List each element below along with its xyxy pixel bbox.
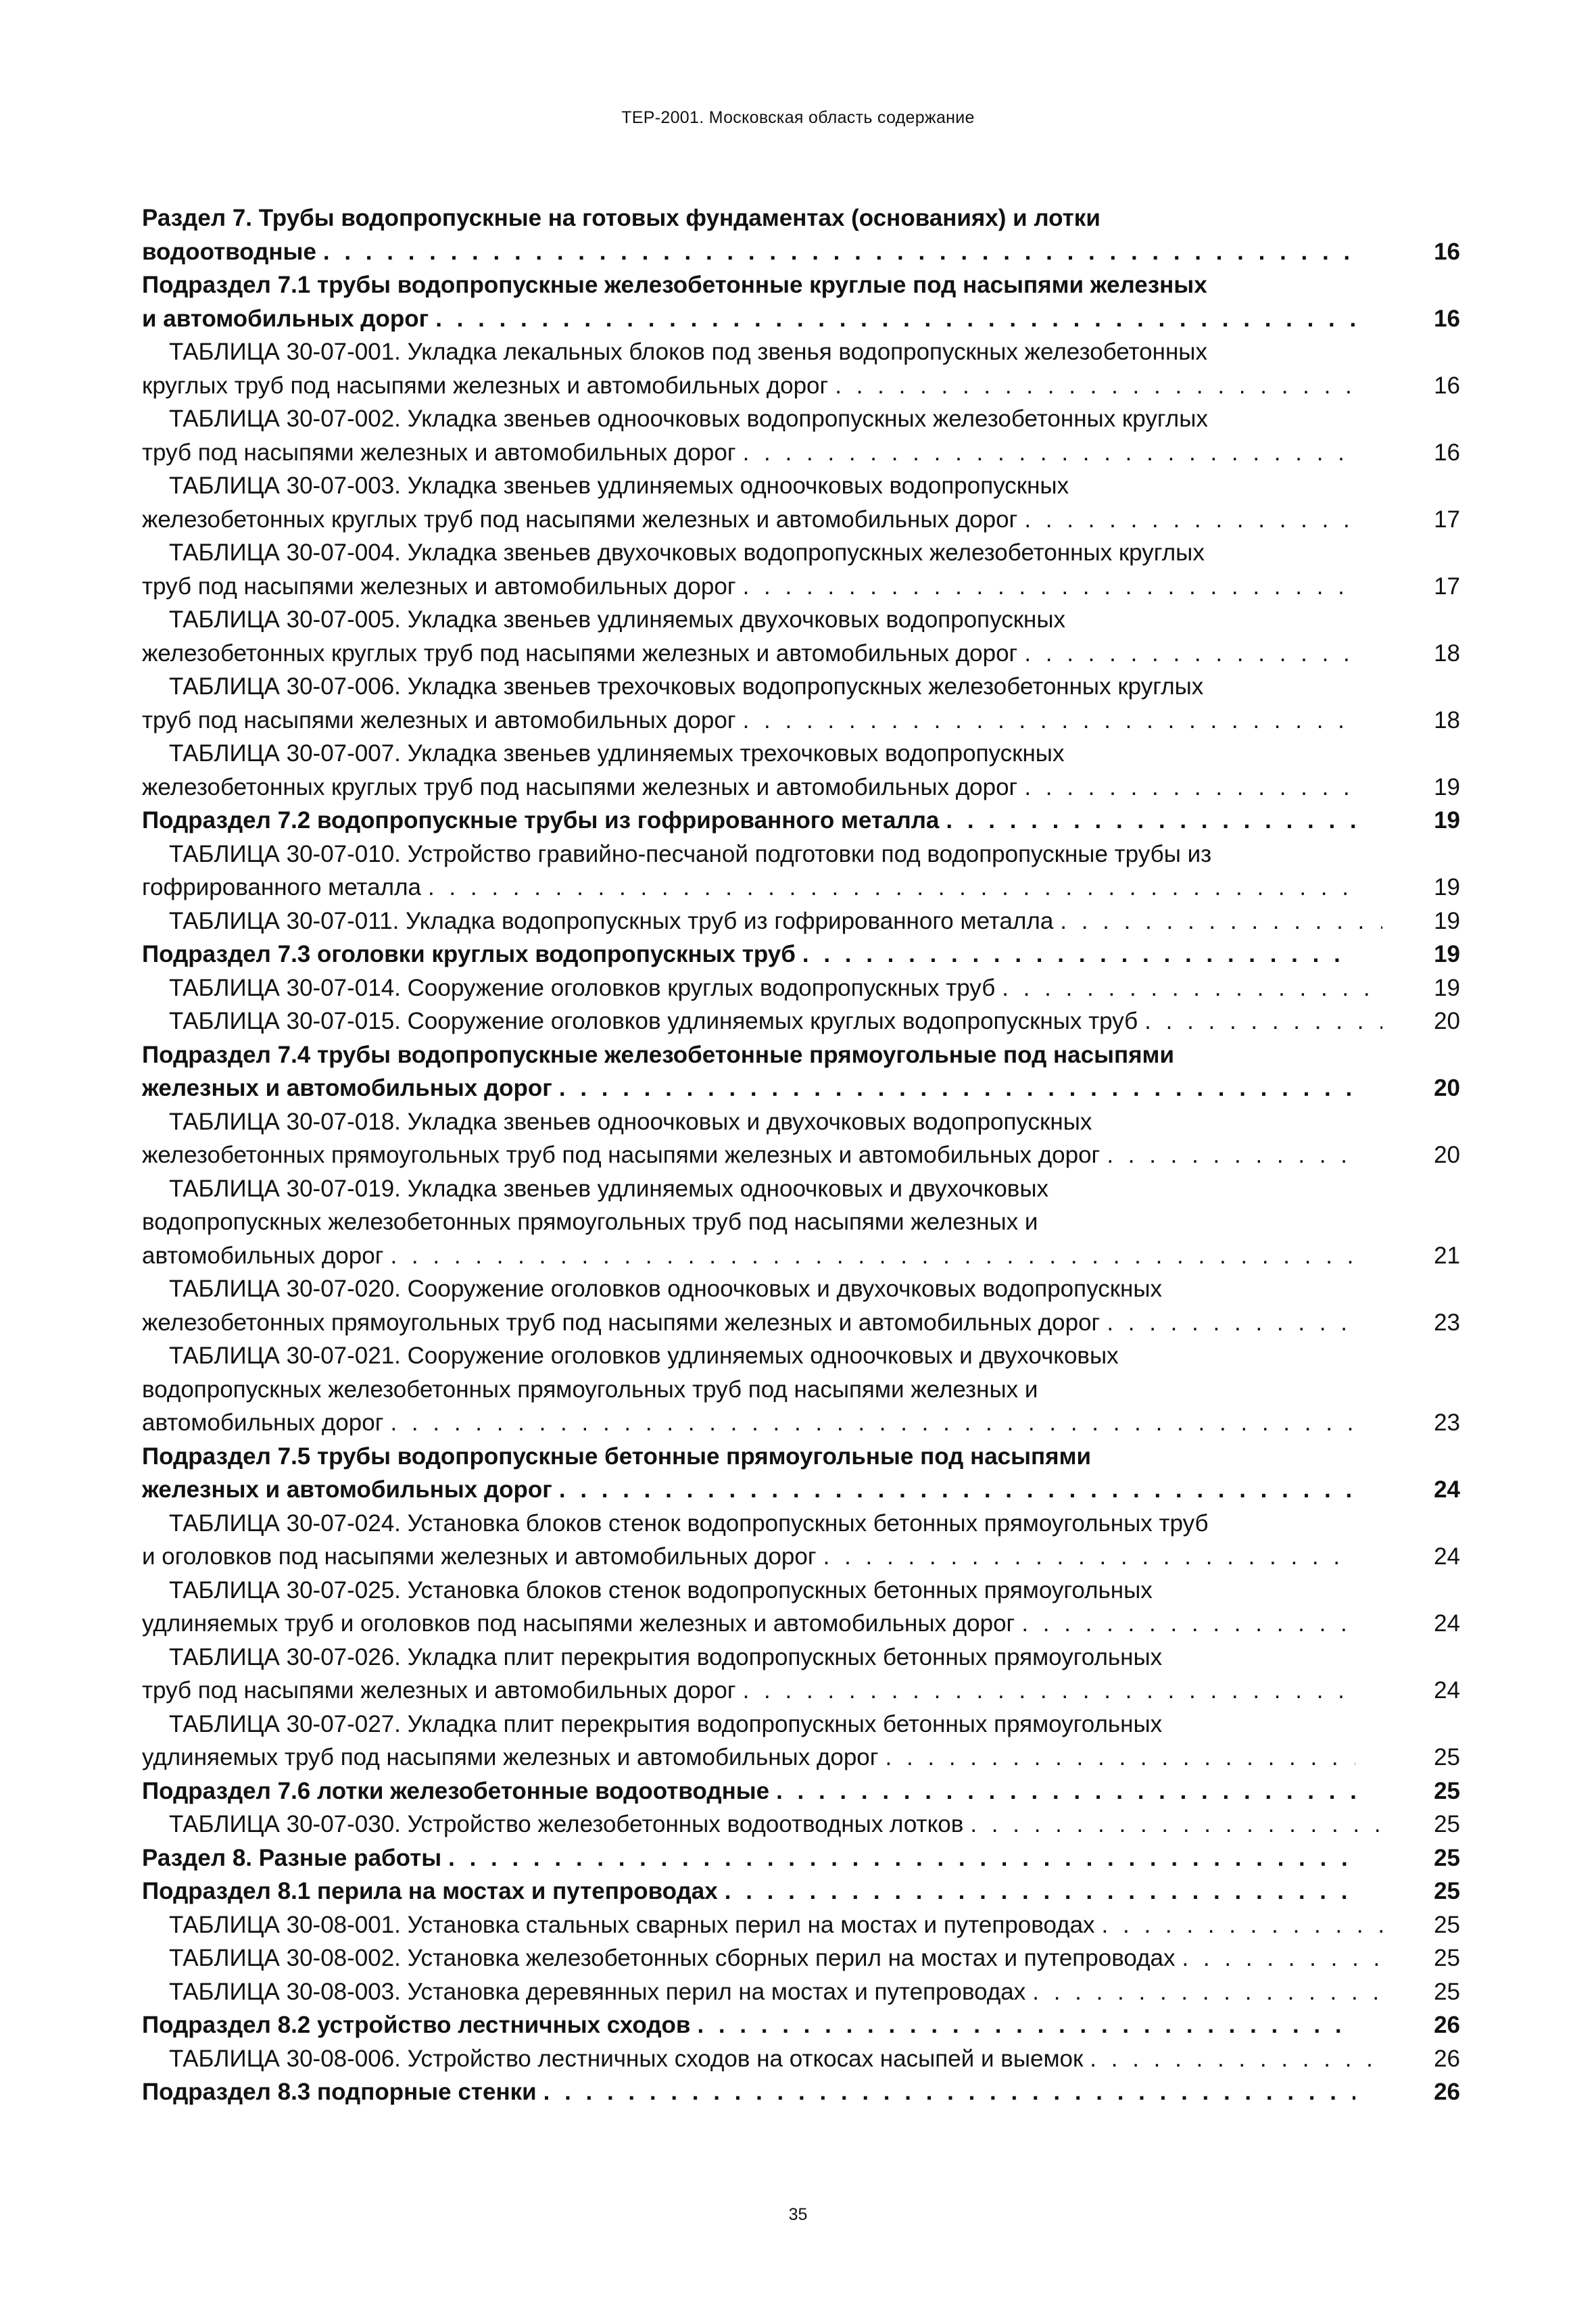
toc-entry-text: ТАБЛИЦА 30-07-019. Укладка звеньев удлиняемых одноочковых и двухочковых: [169, 1175, 1049, 1202]
toc-entry-text: ТАБЛИЦА 30-07-005. Укладка звеньев удлиняемых двухочковых водопропускных: [169, 606, 1066, 633]
toc-entry-text: водоотводные: [142, 238, 316, 265]
toc-entry-line: [142, 201, 1355, 235]
page-number-footer: 35: [788, 2205, 808, 2224]
toc-table-entry: [142, 1941, 1460, 1975]
toc-entry-text: удлиняемых труб под насыпями железных и автомобильных дорог: [142, 1744, 879, 1770]
toc-entry-line: [142, 1941, 1382, 1975]
toc-entry-text: водопропускных железобетонных прямоугольных труб под насыпями железных и: [142, 1376, 1038, 1403]
toc-entry-text: железобетонных прямоугольных труб под насыпями железных и автомобильных дорог: [142, 1309, 1101, 1336]
toc-entry-text: ТАБЛИЦА 30-07-014. Сооружение оголовков круглых водопропускных труб: [169, 974, 996, 1001]
toc-entry-line: [142, 1138, 1355, 1172]
toc-page-number: 26: [1434, 2012, 1460, 2038]
toc-page-number: 20: [1434, 1142, 1460, 1168]
dot-leader: [1015, 1607, 1355, 1641]
toc-entry-text: ТАБЛИЦА 30-08-002. Установка железобетонных сборных перил на мостах и путепроводах: [169, 1945, 1176, 1971]
toc-entry-line: [142, 1875, 1355, 1908]
toc-entry-text: ТАБЛИЦА 30-07-002. Укладка звеньев одноочковых водопропускных железобетонных круглых: [169, 406, 1208, 432]
toc-entry-text: ТАБЛИЦА 30-07-020. Сооружение оголовков одноочковых и двухочковых водопропускных: [169, 1276, 1162, 1302]
dot-leader: [690, 2008, 1355, 2042]
toc-entry-text: водопропускных железобетонных прямоугольных труб под насыпями железных и: [142, 1209, 1038, 1235]
toc-page-number: 21: [1434, 1242, 1460, 1269]
toc-entry-line: [142, 302, 1355, 336]
toc-table-entry: [142, 469, 1460, 536]
toc-section-entry: [142, 1038, 1460, 1105]
toc-entry-text: Подраздел 7.2 водопропускные трубы из гофрированного металла: [142, 807, 940, 834]
dot-leader: [736, 704, 1355, 738]
toc-entry-line: [142, 603, 1382, 637]
toc-entry-line: [142, 1373, 1355, 1407]
toc-page-number: 25: [1434, 1744, 1460, 1770]
toc-entry-text: автомобильных дорог: [142, 1242, 384, 1269]
toc-entry-line: [142, 1908, 1382, 1942]
toc-entry-text: железных и автомобильных дорог: [142, 1476, 552, 1503]
dot-leader: [1175, 1941, 1382, 1975]
toc-entry-text: гофрированного металла: [142, 874, 421, 900]
dot-leader: [963, 1808, 1382, 1841]
toc-entry-line: [142, 1071, 1355, 1105]
toc-table-entry: [142, 904, 1460, 938]
toc-section-entry: [142, 268, 1460, 335]
toc-entry-line: [142, 2075, 1355, 2109]
toc-page-number: 23: [1434, 1409, 1460, 1436]
dot-leader: [769, 1775, 1355, 1808]
toc-entry-text: ТАБЛИЦА 30-07-001. Укладка лекальных блоков под звенья водопропускных железобетонных: [169, 339, 1207, 365]
toc-table-entry: [142, 1975, 1460, 2009]
dot-leader: [1083, 2042, 1382, 2076]
page-header: ТЕР-2001. Московская область содержание: [621, 108, 975, 127]
toc-entry-text: ТАБЛИЦА 30-07-006. Укладка звеньев трехочковых водопропускных железобетонных круглых: [169, 673, 1204, 700]
toc-entry-line: [142, 904, 1382, 938]
toc-entry-line: [142, 1641, 1382, 1674]
toc-entry-line: [142, 737, 1382, 771]
toc-page-number: 25: [1434, 1911, 1460, 1938]
toc-entry-line: [142, 771, 1355, 804]
toc-entry-line: [142, 1473, 1355, 1507]
toc-page-number: 19: [1434, 941, 1460, 967]
toc-entry-text: ТАБЛИЦА 30-07-015. Сооружение оголовков удлиняемых круглых водопропускных труб: [169, 1008, 1138, 1034]
toc-entry-text: Подраздел 8.1 перила на мостах и путепроводах: [142, 1878, 718, 1904]
toc-entry-text: автомобильных дорог: [142, 1409, 384, 1436]
toc-table-entry: [142, 1339, 1460, 1440]
dot-leader: [1095, 1908, 1382, 1942]
toc-table-entry: [142, 737, 1460, 804]
toc-page-number: 16: [1434, 238, 1460, 265]
toc-entry-text: Раздел 8. Разные работы: [142, 1844, 442, 1871]
toc-entry-text: ТАБЛИЦА 30-07-018. Укладка звеньев одноочковых и двухочковых водопропускных: [169, 1108, 1092, 1135]
toc-page-number: 20: [1434, 1008, 1460, 1034]
toc-page-number: 16: [1434, 439, 1460, 466]
toc-entry-text: ТАБЛИЦА 30-07-021. Сооружение оголовков удлиняемых одноочковых и двухочковых: [169, 1343, 1119, 1369]
dot-leader: [718, 1875, 1355, 1908]
toc-section-entry: [142, 1775, 1460, 1808]
dot-leader: [429, 302, 1355, 336]
toc-page-number: 16: [1434, 372, 1460, 399]
toc-entry-line: [142, 1239, 1355, 1273]
toc-page-number: 18: [1434, 706, 1460, 733]
toc-entry-line: [142, 570, 1355, 604]
toc-entry-text: ТАБЛИЦА 30-07-024. Установка блоков стенок водопропускных бетонных прямоугольных труб: [169, 1510, 1209, 1537]
toc-entry-text: труб под насыпями железных и автомобильных дорог: [142, 573, 736, 600]
toc-entry-line: [142, 1808, 1382, 1841]
toc-page-number: 19: [1434, 773, 1460, 800]
toc-entry-text: труб под насыпями железных и автомобильных дорог: [142, 1677, 736, 1704]
toc-entry-line: [142, 1205, 1355, 1239]
toc-page-number: 23: [1434, 1309, 1460, 1336]
toc-entry-text: Раздел 7. Трубы водопропускные на готовых фундаментах (основаниях) и лотки: [142, 205, 1101, 231]
toc-section-entry: [142, 2008, 1460, 2042]
toc-page-number: 24: [1434, 1543, 1460, 1570]
dot-leader: [383, 1406, 1355, 1440]
toc-entry-text: железобетонных круглых труб под насыпями железных и автомобильных дорог: [142, 773, 1018, 800]
toc-table-entry: [142, 603, 1460, 670]
toc-entry-line: [142, 1708, 1382, 1741]
dot-leader: [441, 1841, 1355, 1875]
dot-leader: [1025, 1975, 1382, 2009]
toc-entry-line: [142, 1406, 1355, 1440]
dot-leader: [537, 2075, 1355, 2109]
toc-entry-line: [142, 1105, 1382, 1139]
toc-entry-text: Подраздел 7.4 трубы водопропускные железобетонные прямоугольные под насыпями: [142, 1041, 1174, 1068]
toc-table-entry: [142, 1005, 1460, 1038]
toc-section-entry: [142, 1841, 1460, 1875]
toc-entry-line: [142, 670, 1382, 704]
toc-entry-line: [142, 871, 1355, 904]
toc-entry-line: [142, 1005, 1382, 1038]
toc-table-entry: [142, 1908, 1460, 1942]
toc-entry-line: [142, 1507, 1382, 1541]
toc-entry-text: ТАБЛИЦА 30-07-007. Укладка звеньев удлиняемых трехочковых водопропускных: [169, 740, 1065, 767]
dot-leader: [939, 804, 1355, 838]
dot-leader: [1100, 1306, 1355, 1340]
dot-leader: [1053, 904, 1382, 938]
toc-entry-text: ТАБЛИЦА 30-07-011. Укладка водопропускных труб из гофрированного металла: [169, 907, 1054, 934]
toc-entry-line: [142, 369, 1355, 403]
toc-entry-line: [142, 2042, 1382, 2076]
toc-entry-line: [142, 469, 1382, 503]
toc-entry-line: [142, 838, 1382, 871]
toc-entry-line: [142, 938, 1355, 971]
table-of-contents: [142, 201, 1460, 2109]
toc-entry-text: Подраздел 7.1 трубы водопропускные железобетонные круглые под насыпями железных: [142, 272, 1207, 298]
toc-entry-line: [142, 1172, 1382, 1206]
toc-entry-line: [142, 1306, 1355, 1340]
dot-leader: [421, 871, 1355, 904]
toc-table-entry: [142, 2042, 1460, 2076]
toc-entry-text: ТАБЛИЦА 30-07-003. Укладка звеньев удлиняемых одноочковых водопропускных: [169, 473, 1069, 499]
dot-leader: [736, 1674, 1355, 1708]
toc-entry-line: [142, 2008, 1355, 2042]
toc-entry-line: [142, 335, 1382, 369]
toc-page-number: 24: [1434, 1677, 1460, 1704]
toc-page-number: 24: [1434, 1476, 1460, 1503]
toc-table-entry: [142, 1272, 1460, 1339]
toc-entry-text: Подраздел 7.3 оголовки круглых водопропускных труб: [142, 941, 796, 967]
toc-table-entry: [142, 1105, 1460, 1172]
dot-leader: [1017, 771, 1355, 804]
toc-entry-text: ТАБЛИЦА 30-07-027. Укладка плит перекрытия водопропускных бетонных прямоугольных: [169, 1710, 1163, 1737]
dot-leader: [383, 1239, 1355, 1273]
toc-page-number: 25: [1434, 1878, 1460, 1904]
dot-leader: [1100, 1138, 1355, 1172]
toc-entry-text: железобетонных прямоугольных труб под насыпями железных и автомобильных дорог: [142, 1142, 1101, 1168]
toc-entry-line: [142, 503, 1355, 537]
toc-section-entry: [142, 938, 1460, 971]
toc-entry-line: [142, 235, 1355, 269]
dot-leader: [879, 1741, 1355, 1775]
toc-entry-text: Подраздел 7.5 трубы водопропускные бетонные прямоугольные под насыпями: [142, 1443, 1091, 1470]
toc-entry-line: [142, 1272, 1382, 1306]
toc-table-entry: [142, 670, 1460, 737]
toc-page-number: 19: [1434, 874, 1460, 900]
toc-entry-line: [142, 1841, 1355, 1875]
toc-page-number: 17: [1434, 506, 1460, 533]
dot-leader: [1138, 1005, 1382, 1038]
toc-entry-line: [142, 1674, 1355, 1708]
dot-leader: [552, 1071, 1355, 1105]
toc-page-number: 26: [1434, 2079, 1460, 2105]
dot-leader: [796, 938, 1355, 971]
toc-entry-text: ТАБЛИЦА 30-07-030. Устройство железобетонных водоотводных лотков: [169, 1811, 964, 1837]
toc-entry-line: [142, 804, 1355, 838]
toc-entry-line: [142, 1540, 1355, 1574]
toc-table-entry: [142, 1574, 1460, 1641]
toc-section-entry: [142, 2075, 1460, 2109]
toc-entry-line: [142, 536, 1382, 570]
dot-leader: [1017, 503, 1355, 537]
toc-entry-text: ТАБЛИЦА 30-07-025. Установка блоков стенок водопропускных бетонных прямоугольных: [169, 1576, 1153, 1603]
toc-entry-text: железобетонных круглых труб под насыпями железных и автомобильных дорог: [142, 506, 1018, 533]
toc-entry-line: [142, 1038, 1355, 1072]
toc-page-number: 25: [1434, 1945, 1460, 1971]
dot-leader: [817, 1540, 1355, 1574]
toc-page-number: 25: [1434, 1844, 1460, 1871]
toc-table-entry: [142, 536, 1460, 603]
toc-entry-text: ТАБЛИЦА 30-07-010. Устройство гравийно-песчаной подготовки под водопропускные трубы из: [169, 840, 1212, 867]
dot-leader: [995, 971, 1382, 1005]
toc-section-entry: [142, 1875, 1460, 1908]
toc-section-entry: [142, 1440, 1460, 1507]
toc-page-number: 25: [1434, 1811, 1460, 1837]
toc-entry-text: труб под насыпями железных и автомобильных дорог: [142, 439, 736, 466]
toc-table-entry: [142, 335, 1460, 402]
toc-table-entry: [142, 1507, 1460, 1574]
toc-entry-line: [142, 637, 1355, 671]
toc-entry-text: круглых труб под насыпями железных и автомобильных дорог: [142, 372, 829, 399]
toc-table-entry: [142, 1172, 1460, 1273]
toc-entry-line: [142, 1339, 1382, 1373]
toc-entry-text: ТАБЛИЦА 30-08-001. Установка стальных сварных перил на мостах и путепроводах: [169, 1911, 1095, 1938]
toc-page-number: 24: [1434, 1610, 1460, 1637]
toc-entry-line: [142, 1975, 1382, 2009]
dot-leader: [736, 436, 1355, 470]
toc-entry-text: ТАБЛИЦА 30-08-006. Устройство лестничных сходов на откосах насыпей и выемок: [169, 2045, 1084, 2072]
dot-leader: [1017, 637, 1355, 671]
toc-entry-text: железобетонных круглых труб под насыпями железных и автомобильных дорог: [142, 640, 1018, 667]
toc-entry-line: [142, 1775, 1355, 1808]
toc-entry-text: Подраздел 7.6 лотки железобетонные водоотводные: [142, 1777, 770, 1804]
toc-entry-text: Подраздел 8.2 устройство лестничных сходов: [142, 2012, 691, 2038]
toc-entry-line: [142, 402, 1382, 436]
toc-entry-text: ТАБЛИЦА 30-07-004. Укладка звеньев двухочковых водопропускных железобетонных круглых: [169, 539, 1205, 566]
toc-page-number: 25: [1434, 1978, 1460, 2005]
toc-entry-line: [142, 1741, 1355, 1775]
toc-table-entry: [142, 838, 1460, 904]
toc-table-entry: [142, 971, 1460, 1005]
toc-entry-text: ТАБЛИЦА 30-07-026. Укладка плит перекрытия водопропускных бетонных прямоугольных: [169, 1643, 1163, 1670]
toc-entry-line: [142, 971, 1382, 1005]
toc-entry-text: железных и автомобильных дорог: [142, 1075, 552, 1101]
toc-page-number: 18: [1434, 640, 1460, 667]
toc-page-number: 19: [1434, 907, 1460, 934]
toc-page-number: 19: [1434, 807, 1460, 834]
toc-entry-text: Подраздел 8.3 подпорные стенки: [142, 2079, 537, 2105]
toc-section-entry: [142, 201, 1460, 268]
toc-entry-line: [142, 704, 1355, 738]
toc-entry-text: и автомобильных дорог: [142, 305, 429, 332]
dot-leader: [736, 570, 1355, 604]
dot-leader: [828, 369, 1355, 403]
toc-page-number: 17: [1434, 573, 1460, 600]
toc-page-number: 20: [1434, 1075, 1460, 1101]
toc-entry-line: [142, 1607, 1355, 1641]
toc-entry-text: и оголовков под насыпями железных и автомобильных дорог: [142, 1543, 817, 1570]
toc-entry-line: [142, 268, 1355, 302]
toc-table-entry: [142, 402, 1460, 469]
toc-page-number: 25: [1434, 1777, 1460, 1804]
toc-entry-line: [142, 1574, 1382, 1608]
toc-page-number: 19: [1434, 974, 1460, 1001]
toc-entry-text: ТАБЛИЦА 30-08-003. Установка деревянных перил на мостах и путепроводах: [169, 1978, 1026, 2005]
dot-leader: [552, 1473, 1355, 1507]
toc-table-entry: [142, 1808, 1460, 1841]
toc-page-number: 16: [1434, 305, 1460, 332]
toc-entry-text: удлиняемых труб и оголовков под насыпями железных и автомобильных дорог: [142, 1610, 1015, 1637]
toc-entry-line: [142, 436, 1355, 470]
toc-section-entry: [142, 804, 1460, 838]
toc-page-number: 26: [1434, 2045, 1460, 2072]
toc-table-entry: [142, 1708, 1460, 1775]
toc-table-entry: [142, 1641, 1460, 1708]
toc-entry-line: [142, 1440, 1355, 1474]
toc-entry-text: труб под насыпями железных и автомобильных дорог: [142, 706, 736, 733]
dot-leader: [316, 235, 1355, 269]
